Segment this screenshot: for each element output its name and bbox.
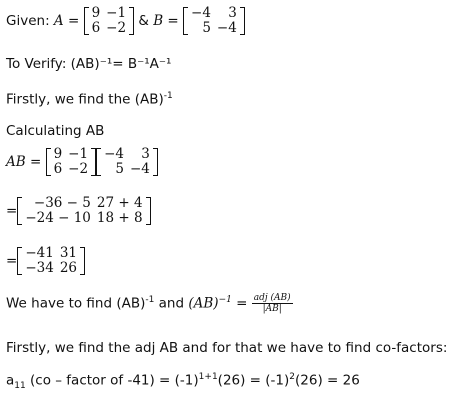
a11-line: [6, 372, 360, 391]
fraction-denominator: |AB|: [262, 304, 282, 314]
matrix-cell: −4: [104, 146, 124, 162]
inverse-sup-2: -1: [145, 295, 155, 305]
matrix-cell: −41: [25, 245, 54, 261]
expanded-product-line: [6, 196, 151, 226]
calculating-ab-line: Calculating AB: [6, 123, 105, 139]
matrix-cell: −2: [68, 161, 89, 177]
matrix-result: [17, 246, 85, 276]
equals-sign-4: =: [6, 203, 18, 219]
ab-label: AB: [6, 154, 26, 170]
fraction-numerator: adj (AB): [253, 293, 291, 303]
matrix-cell: 5: [202, 20, 211, 36]
have-to-text: We have to find (AB): [6, 295, 146, 312]
matrix-cell: 9: [91, 5, 101, 21]
firstly-text: Firstly, we find the (AB): [6, 91, 164, 108]
inverse-sup-3: −1: [218, 295, 232, 305]
a-sub: 11: [14, 381, 26, 392]
var-b: B: [153, 13, 164, 29]
equals-sign: =: [63, 13, 84, 29]
equals-sign-6: =: [231, 295, 252, 312]
matrix-cell: −4: [216, 20, 237, 36]
a11-sup-2: 2: [289, 372, 296, 382]
ampersand: &: [134, 13, 154, 29]
matrix-cell: 3: [141, 146, 150, 162]
ab-product-line: [6, 147, 158, 177]
matrix-cell: 6: [91, 20, 101, 36]
equals-sign-2: =: [163, 13, 184, 29]
matrix-a: [84, 6, 135, 36]
matrix-cell: −4: [129, 161, 150, 177]
matrix-cell: −1: [106, 5, 127, 21]
matrix-cell: −2: [106, 20, 127, 36]
matrix-cell: −24 − 10: [25, 210, 91, 226]
verify-line: To Verify: (AB)⁻¹= B⁻¹A⁻¹: [6, 56, 172, 72]
matrix-cell: −1: [68, 146, 89, 162]
matrix-cell: 3: [228, 5, 237, 21]
inverse-sup: -1: [163, 91, 173, 101]
matrix-cell: −4: [191, 5, 211, 21]
a11-sup-1: 1+1: [198, 372, 218, 382]
cofactors-line: Firstly, we find the adj AB and for that we have to find co-factors:: [6, 340, 448, 356]
a11-text-2: (26) = (-1): [217, 372, 290, 389]
matrix-b: [183, 6, 245, 36]
a11-text-3: (26) = 26: [295, 372, 360, 389]
and-text: and: [154, 295, 189, 312]
matrix-cell: 31: [59, 245, 77, 261]
matrix-a-repeat: [46, 147, 97, 177]
a-label: a: [6, 372, 15, 389]
matrix-cell: 6: [53, 161, 63, 177]
matrix-cell: 9: [53, 146, 63, 162]
given-label: Given:: [6, 13, 54, 29]
result-line: [6, 246, 85, 276]
equals-sign-5: =: [6, 253, 18, 269]
a11-text-1: (co – factor of -41) = (-1): [25, 372, 199, 389]
matrix-cell: 27 + 4: [96, 195, 143, 211]
matrix-cell: −36 − 5: [33, 195, 91, 211]
matrix-b-repeat: [96, 147, 158, 177]
equals-sign-3: =: [25, 154, 46, 170]
matrix-cell: 18 + 8: [96, 210, 143, 226]
var-a: A: [53, 13, 64, 29]
adj-fraction: [252, 293, 293, 314]
have-to-find-line: [6, 293, 293, 314]
matrix-cell: −34: [25, 260, 54, 276]
firstly-find-line: [6, 91, 173, 108]
ab-inverse-lhs: (AB): [188, 295, 219, 312]
given-line: [6, 6, 245, 36]
matrix-cell: 5: [115, 161, 124, 177]
matrix-expanded: [17, 196, 150, 226]
matrix-cell: 26: [59, 260, 77, 276]
